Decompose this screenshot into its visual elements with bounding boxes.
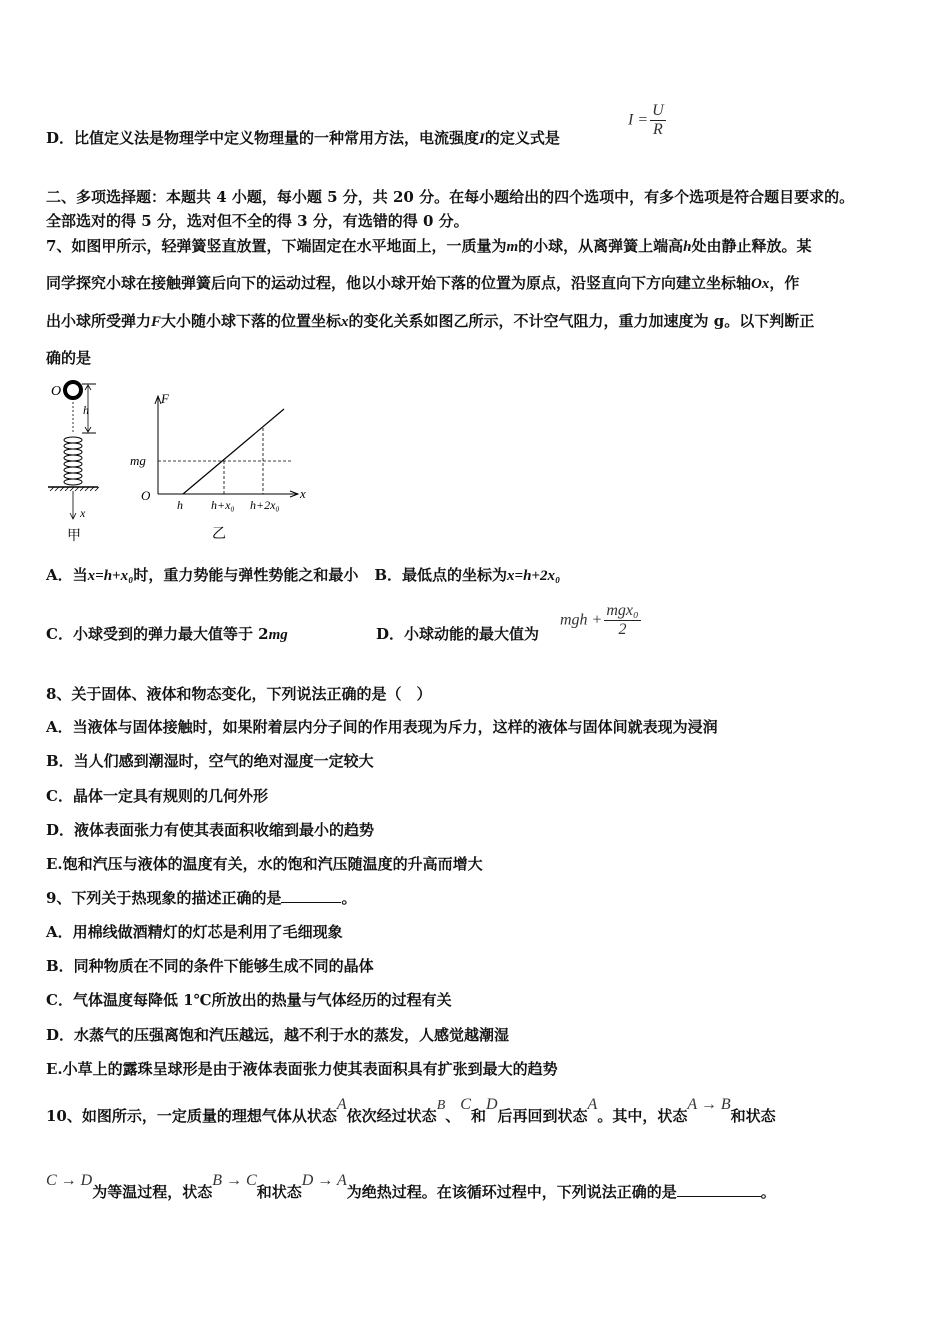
jia-x-label: x [80,506,86,520]
q10-p10: 为绝热过程。在该循环过程中，下列说法正确的是 [346,1183,677,1201]
q7-optA-prefix: A．当 [46,566,88,584]
q9-option-e: E.小草上的露珠呈球形是由于液体表面张力使其表面积具有扩张到最大的趋势 [46,1060,558,1078]
q8-option-e: E.饱和汽压与液体的温度有关，水的饱和汽压随温度的升高而增大 [46,855,483,873]
q7-l2a: 同学探究小球在接触弹簧后向下的运动过程，他以小球开始下落的位置为原点，沿竖直向下方向建立坐标轴 [46,274,752,292]
q10-p11: 。 [760,1183,776,1201]
q6-option-d [46,128,560,149]
q10-process-ab: A → B [687,1096,731,1113]
q10-p5: 后再回到状态 [497,1107,588,1125]
q10-answer-blank[interactable] [677,1182,761,1197]
q7-F: F [151,314,162,330]
q9-stem-end: 。 [341,889,357,907]
q10-p9: 和状态 [256,1183,302,1201]
q7-l3c: 的变化关系如图乙所示，不计空气阻力，重力加速度为 g。以下判断正 [348,312,815,330]
q7-optD-num: mgx₀ [606,602,639,619]
q7-optD-formula [560,602,643,639]
yi-F-label: F [161,391,169,406]
q7-h: h [683,239,692,255]
q7-line1 [46,236,812,257]
jia-origin-label: O [51,384,62,399]
jia-caption: 甲 [67,529,81,544]
q6d-den: R [653,121,663,138]
q6d-var: I [479,131,485,147]
q6d-formula-lhs: I = [628,111,649,129]
q7-line2 [46,273,799,294]
figure-jia [40,378,120,548]
q6d-num: U [652,102,664,119]
q7-ox: Ox [751,276,770,292]
q7-l3b: 大小随小球下落的位置坐标 [161,312,342,330]
q7-optD-fraction [604,602,640,639]
q7-option-c [46,624,288,645]
q10-state-d: D [485,1096,498,1113]
q7-optD-text: D．小球动能的最大值为 [376,625,540,643]
q7-optB-prefix: B．最低点的坐标为 [374,566,508,584]
yi-O-label: O [141,488,151,503]
q10-process-da: D → A [301,1172,347,1189]
figure-yi [125,390,320,545]
q10-state-c: C [460,1096,471,1113]
q7-optC-mg: mg [268,627,288,643]
q10-p4: 和 [470,1107,486,1125]
q8-option-d: D．液体表面张力有使其表面积收缩到最小的趋势 [46,821,375,839]
q6d-suffix: 的定义式是 [484,129,560,147]
q7-optD-den: 2 [618,621,627,638]
q7-l1a: 7、如图甲所示，轻弹簧竖直放置，下端固定在水平地面上，一质量为 [46,237,507,255]
q9-option-a: A．用棉线做酒精灯的灯芯是利用了毛细现象 [46,923,343,941]
q9-option-d: D．水蒸气的压强离饱和汽压越远，越不利于水的蒸发，人感觉越潮湿 [46,1026,510,1044]
q8-option-c: C．晶体一定具有规则的几何外形 [46,787,268,805]
q10-state-b: B [436,1098,446,1113]
q9-answer-blank[interactable] [281,888,341,903]
q10-p8: 为等温过程，状态 [92,1183,213,1201]
q6d-text: D．比值定义法是物理学中定义物理量的一种常用方法，电流强度 [46,129,480,147]
yi-mg-label: mg [130,453,146,468]
q10-p7: 和状态 [730,1107,776,1125]
q7-optC-text: C．小球受到的弹力最大值等于 2 [46,625,269,643]
spring-icon [64,437,82,485]
q9-option-b: B．同种物质在不同的条件下能够生成不同的晶体 [46,957,374,975]
q7-optD-lhs: mgh + [560,611,603,629]
q7-l3a: 出小球所受弹力 [46,312,152,330]
q7-line3 [46,311,814,332]
q8-option-a: A．当液体与固体接触时，如果附着层内分子间的作用表现为斥力，这样的液体与固体间就表现为浸润 [46,718,718,736]
q10-process-bc: B → C [212,1172,257,1189]
ball-icon [65,382,81,398]
q10-state-a: A [336,1096,347,1113]
jia-h-label: h [83,403,89,417]
q6d-formula [628,102,668,139]
q7-x: x [341,314,349,330]
q7-l1b: 的小球，从离弹簧上端高 [518,237,684,255]
yi-tick-h-2x0: h+2x₀ [250,498,280,512]
q9-stem-text: 9、下列关于热现象的描述正确的是 [46,889,282,907]
q10-state-a2: A [587,1096,598,1113]
q10-line2 [46,1172,776,1203]
q10-p2: 依次经过状态 [346,1107,437,1125]
q7-l1c: 处由静止释放。某 [691,237,812,255]
q10-p1: 10、如图所示，一定质量的理想气体从状态 [46,1107,337,1125]
yi-caption: 乙 [212,527,226,542]
q7-line4: 确的是 [46,349,92,367]
q7-m: m [506,239,519,255]
q6d-fraction [650,102,666,139]
section2-line2: 全部选对的得 5 分，选对但不全的得 3 分，有选错的得 0 分。 [46,212,469,230]
yi-tick-h: h [177,498,183,512]
yi-force-line [183,409,284,494]
q7-optA-suffix: 时，重力势能与弹性势能之和最小 [133,566,359,584]
q8-option-b: B．当人们感到潮湿时，空气的绝对湿度一定较大 [46,752,374,770]
q7-optB-eq: x=h+2x₀ [507,568,561,584]
q10-p6: 。其中，状态 [597,1107,688,1125]
q7-option-d [376,624,539,644]
section2-line1: 二、多项选择题：本题共 4 小题，每小题 5 分，共 20 分。在每小题给出的四个选项中，有多个选项是符合题目要求的。 [46,188,855,206]
q10-p3: 、 [445,1107,461,1125]
yi-x-label: x [300,486,306,501]
q10-line1 [46,1096,776,1128]
q9-stem [46,888,356,908]
q7-options-ab [46,565,560,586]
q8-stem: 8、关于固体、液体和物态变化，下列说法正确的是（ ） [46,685,432,703]
q10-process-cd: C → D [46,1172,93,1189]
yi-tick-h-x0: h+x₀ [211,498,235,512]
q7-l2b: ，作 [769,274,800,292]
q9-option-c: C．气体温度每降低 1℃所放出的热量与气体经历的过程有关 [46,991,452,1009]
q7-optA-eq: x=h+x₀ [87,568,134,584]
